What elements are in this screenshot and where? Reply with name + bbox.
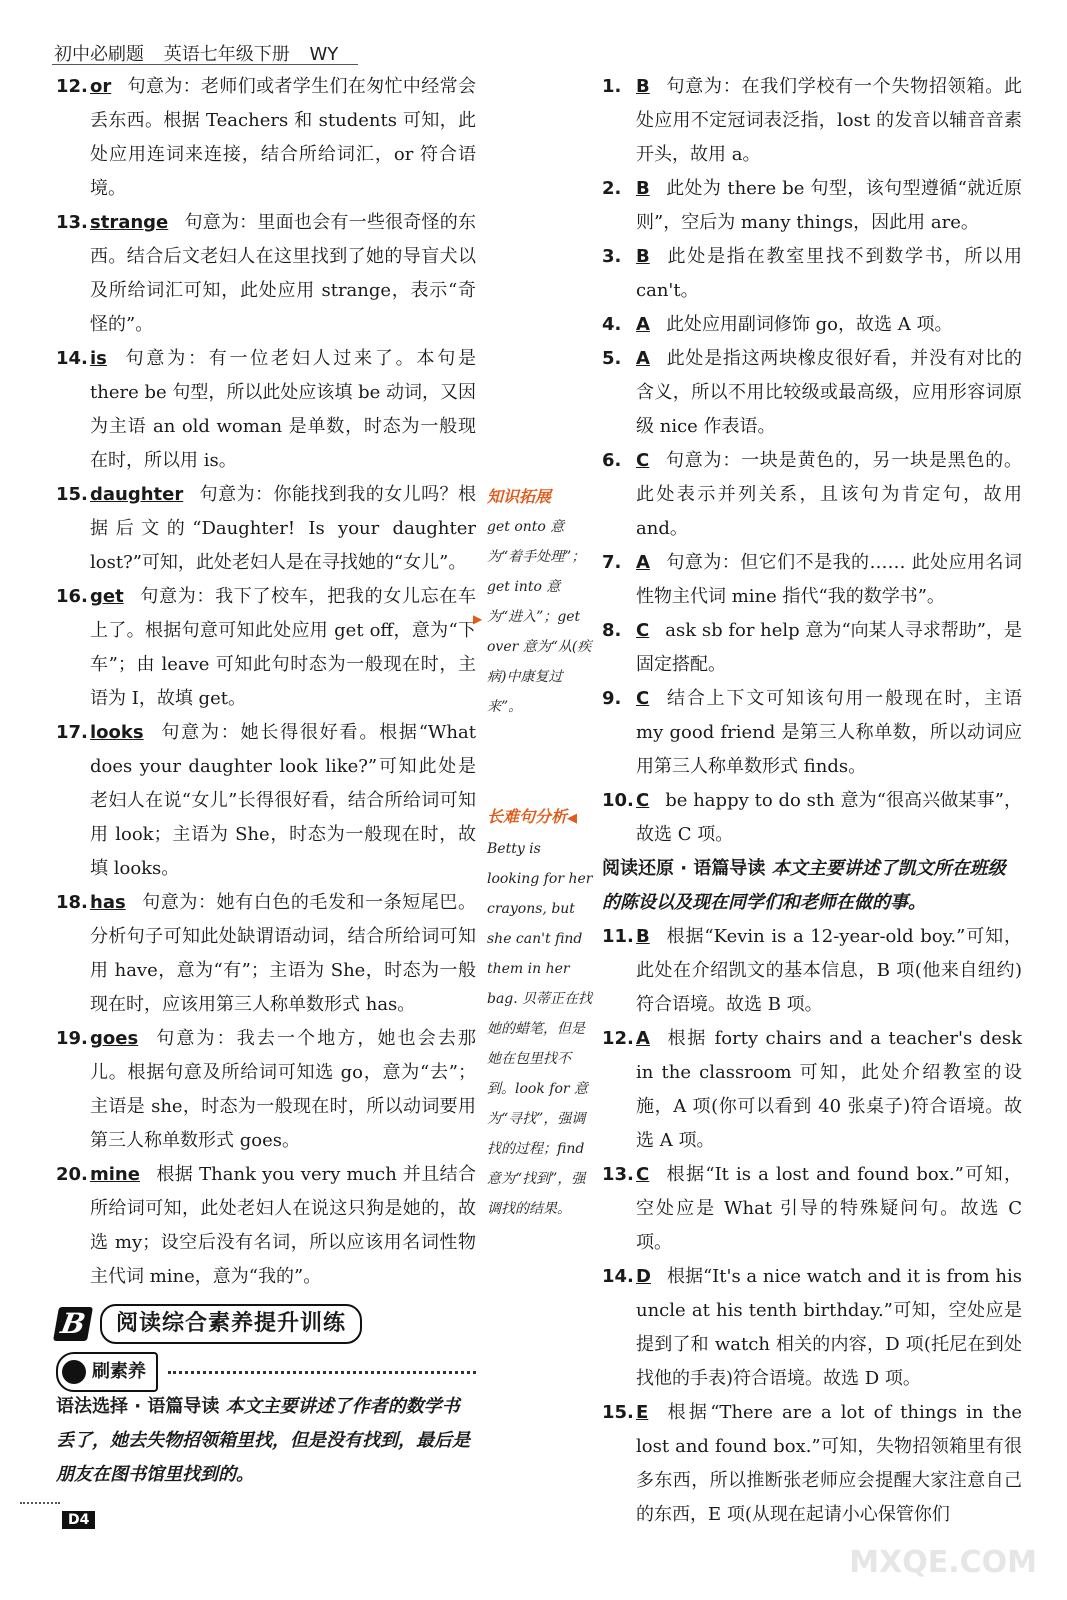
item-answer: A xyxy=(636,314,650,335)
edition-label: WY xyxy=(309,44,339,65)
item-number: 6. xyxy=(602,450,622,471)
right-column xyxy=(602,70,1022,1532)
item-number: 20. xyxy=(56,1164,88,1185)
item-answer: B xyxy=(636,926,650,947)
item-answer: looks xyxy=(90,722,144,743)
section-b-heading xyxy=(56,1304,476,1344)
item-answer: or xyxy=(90,76,112,97)
answer-item xyxy=(602,546,1022,614)
answer-item xyxy=(56,70,476,206)
item-explanation: 句意为：她长得很好看。根据“What does your daughter look like?”可知此处是老妇人在说“女儿”长得很好看，结合所给词可知用 look；主语为 She，时态为一般现在时，故填 looks。 xyxy=(90,722,476,879)
item-explanation: 句意为：我下了校车，把我的女儿忘在车上了。根据句意可知此处应用 get off，意为“下车”；由 leave 可知此句时态为一般现在时，主语为 I，故填 get。 xyxy=(90,586,476,709)
item-answer: has xyxy=(90,892,126,913)
answer-item xyxy=(602,1022,1022,1158)
item-explanation: be happy to do sth 意为“很高兴做某事”，故选 C 项。 xyxy=(636,790,1022,845)
item-explanation: 句意为：在我们学校有一个失物招领箱。此处应用不定冠词表泛指，lost 的发音以辅音音素开头，故用 a。 xyxy=(636,76,1022,165)
item-explanation: 句意为：有一位老妇人过来了。本句是 there be 句型，所以此处应该填 be 动词，又因为主语 an old woman 是单数，时态为一般现在时，所以用 is。 xyxy=(90,348,476,471)
item-number: 2. xyxy=(602,178,622,199)
answer-item xyxy=(56,716,476,886)
item-number: 9. xyxy=(602,688,622,709)
page-corner-dots xyxy=(20,1502,60,1564)
answer-item xyxy=(602,240,1022,308)
item-answer: get xyxy=(90,586,124,607)
item-explanation: 结合上下文可知该句用一般现在时，主语 my good friend 是第三人称单数，所以动词应用第三人称单数形式 finds。 xyxy=(636,688,1022,777)
answer-item xyxy=(602,920,1022,1022)
watermark: MXQE.COM xyxy=(849,1545,1037,1580)
item-explanation: 根据“Kevin is a 12-year-old boy.”可知，此处在介绍凯文的基本信息，B 项(他来自纽约)符合语境。故选 B 项。 xyxy=(636,926,1022,1015)
knowledge-extension-note xyxy=(487,482,593,722)
item-explanation: 句意为：一块是黄色的，另一块是黑色的。此处表示并列关系，且该句为肯定句，故用 and。 xyxy=(636,450,1022,539)
item-number: 1. xyxy=(602,76,622,97)
item-explanation: 此处是指在教室里找不到数学书，所以用 can't。 xyxy=(636,246,1022,301)
item-explanation: 根据“It is a lost and found box.”可知，空处应是 What 引导的特殊疑问句。故选 C 项。 xyxy=(636,1164,1022,1253)
answer-item xyxy=(56,1022,476,1158)
item-number: 17. xyxy=(56,722,88,743)
item-answer: is xyxy=(90,348,107,369)
item-explanation: 句意为：我去一个地方，她也会去那儿。根据句意及所给词可知选 go，意为“去”；主语是 she，时态为一般现在时，所以动词要用第三人称单数形式 goes。 xyxy=(90,1028,476,1151)
item-explanation: 根据“It's a nice watch and it is from his uncle at his tenth birthday.”可知，空处应是提到了和 watch 相关的内容，D 项(托尼在到处找他的手表)符合语境。故选 D 项。 xyxy=(636,1266,1022,1389)
item-number: 13. xyxy=(602,1164,634,1185)
section-b-badge: B xyxy=(53,1307,93,1341)
item-explanation: 此处是指这两块橡皮很好看，并没有对比的含义，所以不用比较级或最高级，应用形容词原级 nice 作表语。 xyxy=(636,348,1022,437)
answer-item xyxy=(56,1158,476,1294)
section-b-title: 阅读综合素养提升训练 xyxy=(100,1304,362,1344)
item-answer: C xyxy=(636,620,650,641)
item-explanation: 根据“There are a lot of things in the lost and found box.”可知，失物招领箱里有很多东西，所以推断张老师应会提醒大家注意自己的东西，E 项(从现在起请小心保管你们 xyxy=(636,1402,1022,1525)
answer-item xyxy=(56,478,476,580)
left-column xyxy=(56,70,476,1492)
side-note-title: 知识拓展 xyxy=(487,487,552,506)
answer-item xyxy=(602,308,1022,342)
book-title: 初中必刷题 xyxy=(54,44,144,65)
item-answer: C xyxy=(636,790,650,811)
answer-item xyxy=(602,1158,1022,1260)
item-answer: goes xyxy=(90,1028,139,1049)
item-explanation: 此处应用副词修饰 go，故选 A 项。 xyxy=(665,314,953,335)
item-number: 4. xyxy=(602,314,622,335)
item-answer: D xyxy=(636,1266,651,1287)
header-rule xyxy=(52,64,358,65)
item-number: 16. xyxy=(56,586,88,607)
item-number: 8. xyxy=(602,620,622,641)
item-explanation: 句意为：老师们或者学生们在匆忙中经常会丢东西。根据 Teachers 和 students 可知，此处应用连词来连接，结合所给词汇，or 符合语境。 xyxy=(90,76,476,199)
answer-item xyxy=(602,1396,1022,1532)
answer-item xyxy=(56,580,476,716)
answer-item xyxy=(602,172,1022,240)
item-answer: A xyxy=(636,1028,650,1049)
item-number: 5. xyxy=(602,348,622,369)
item-number: 14. xyxy=(602,1266,634,1287)
sushuyang-badge xyxy=(56,1352,158,1392)
side-note-text: Betty is looking for her crayons, but she can't find them in her bag. 贝蒂正在找她的蜡笔，但是她在包里找不到。look for 意为“寻找”，强调找的过程；find 意为“找到”，强调找的结果。 xyxy=(487,841,593,1217)
subject-title: 英语七年级下册 xyxy=(163,44,290,65)
item-explanation: 根据 Thank you very much 并且结合所给词可知，此处老妇人在说这只狗是她的，故选 my；设空后没有名词，所以应该用名词性物主代词 mine，意为“我的”。 xyxy=(90,1164,476,1287)
answer-item xyxy=(56,886,476,1022)
reading-guide-head: 阅读还原 · 语篇导读 xyxy=(602,858,766,879)
grammar-guide xyxy=(56,1390,476,1492)
dotted-rule xyxy=(168,1371,476,1374)
item-answer: strange xyxy=(90,212,169,233)
item-number: 7. xyxy=(602,552,622,573)
answer-item xyxy=(56,342,476,478)
sushuyang-heading xyxy=(56,1354,476,1390)
item-number: 14. xyxy=(56,348,88,369)
item-answer: C xyxy=(636,1164,650,1185)
item-answer: A xyxy=(636,348,650,369)
answer-item xyxy=(602,784,1022,852)
reading-guide xyxy=(602,852,1022,920)
item-number: 13. xyxy=(56,212,88,233)
answer-item xyxy=(602,342,1022,444)
side-note-text: get onto 意为“着手处理”；get into 意为“进入”；get over 意为“从(疾病)中康复过来”。 xyxy=(487,519,592,715)
item-number: 3. xyxy=(602,246,622,267)
item-answer: C xyxy=(636,450,650,471)
item-answer: A xyxy=(636,552,650,573)
item-explanation: 句意为：但它们不是我的…… 此处应用名词性物主代词 mine 指代“我的数学书”。 xyxy=(636,552,1022,607)
item-number: 18. xyxy=(56,892,88,913)
item-explanation: 此处为 there be 句型，该句型遵循“就近原则”，空后为 many things，因此用 are。 xyxy=(636,178,1022,233)
item-number: 19. xyxy=(56,1028,88,1049)
item-number: 10. xyxy=(602,790,634,811)
difficult-sentence-note xyxy=(487,802,593,1224)
item-number: 15. xyxy=(602,1402,634,1423)
grammar-guide-head: 语法选择 · 语篇导读 xyxy=(56,1396,220,1417)
item-answer: mine xyxy=(90,1164,140,1185)
item-answer: E xyxy=(636,1402,649,1423)
item-number: 12. xyxy=(602,1028,634,1049)
page-number: D4 xyxy=(62,1511,95,1529)
item-explanation: 句意为：她有白色的毛发和一条短尾巴。分析句子可知此处缺谓语动词，结合所给词可知用 have，意为“有”；主语为 She，时态为一般现在时，应该用第三人称单数形式 has。 xyxy=(90,892,476,1015)
sushuyang-label: 刷素养 xyxy=(92,1361,146,1382)
item-answer: B xyxy=(636,246,650,267)
item-answer: B xyxy=(636,178,650,199)
item-explanation: ask sb for help 意为“向某人寻求帮助”，是固定搭配。 xyxy=(636,620,1022,675)
item-explanation: 句意为：你能找到我的女儿吗？根据后文的“Daughter! Is your daughter lost?”可知，此处老妇人是在寻找她的“女儿”。 xyxy=(90,484,476,573)
arrow-left-icon: ◀ xyxy=(567,811,578,826)
item-answer: C xyxy=(636,688,650,709)
page-header xyxy=(54,40,352,66)
item-answer: daughter xyxy=(90,484,184,505)
answer-item xyxy=(602,682,1022,784)
item-number: 11. xyxy=(602,926,634,947)
side-note-title-text: 长难句分析 xyxy=(487,807,568,826)
item-number: 15. xyxy=(56,484,88,505)
answer-item xyxy=(602,614,1022,682)
answer-item xyxy=(602,444,1022,546)
answer-item xyxy=(56,206,476,342)
arrow-right-icon: ▶ xyxy=(473,612,483,626)
side-note-title xyxy=(487,802,593,834)
item-number: 12. xyxy=(56,76,88,97)
brush-icon xyxy=(62,1360,86,1384)
grammar-guide-text: 本文主要讲述了作者的数学书丢了，她去失物招领箱里找，但是没有找到，最后是朋友在图书馆里找到的。 xyxy=(56,1396,470,1485)
answer-item xyxy=(602,1260,1022,1396)
item-answer: B xyxy=(636,76,650,97)
item-explanation: 根据 forty chairs and a teacher's desk in the classroom 可知，此处介绍教室的设施，A 项(你可以看到 40 张桌子)符合语境。故选 A 项。 xyxy=(636,1028,1022,1151)
reading-guide-text: 本文主要讲述了凯文所在班级的陈设以及现在同学们和老师在做的事。 xyxy=(602,858,1006,913)
item-explanation: 句意为：里面也会有一些很奇怪的东西。结合后文老妇人在这里找到了她的导盲犬以及所给词汇可知，此处应用 strange，表示“奇怪的”。 xyxy=(90,212,476,335)
answer-item xyxy=(602,70,1022,172)
